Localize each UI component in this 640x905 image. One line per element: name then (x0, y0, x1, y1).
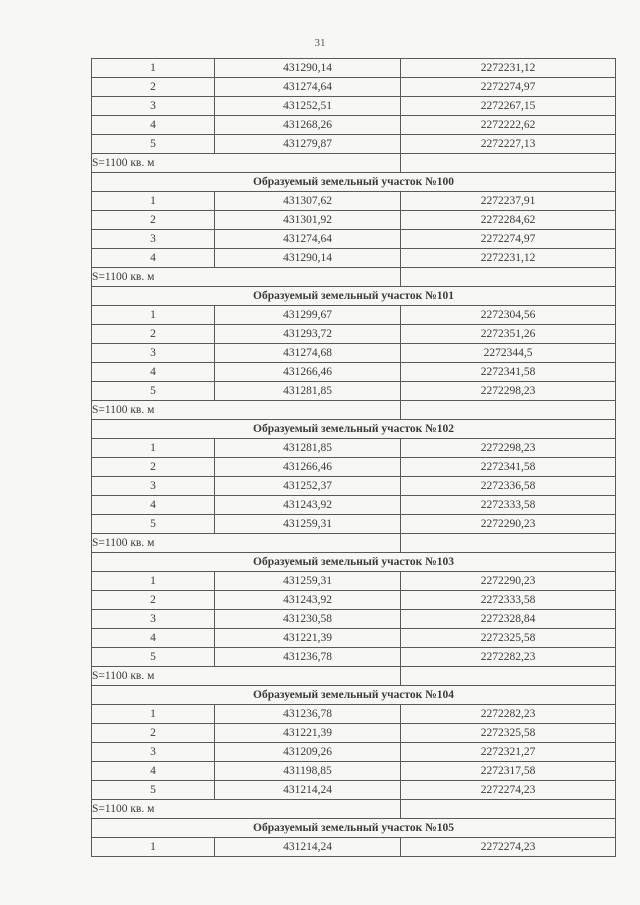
area-cell: S=1100 кв. м (92, 268, 401, 287)
point-row (92, 363, 616, 382)
area-cell: S=1100 кв. м (92, 401, 401, 420)
point-row (92, 705, 616, 724)
y-coordinate-cell: 2272321,27 (401, 743, 616, 762)
y-coordinate-cell: 2272325,58 (401, 629, 616, 648)
point-row (92, 249, 616, 268)
y-coordinate-cell: 2272298,23 (401, 439, 616, 458)
x-coordinate-cell: 431290,14 (215, 249, 401, 268)
y-coordinate-cell: 2272304,56 (401, 306, 616, 325)
point-number-cell: 4 (92, 762, 215, 781)
x-coordinate-cell: 431198,85 (215, 762, 401, 781)
y-coordinate-cell: 2272298,23 (401, 382, 616, 401)
y-coordinate-cell: 2272274,23 (401, 781, 616, 800)
point-number-cell: 2 (92, 211, 215, 230)
y-coordinate-cell: 2272333,58 (401, 496, 616, 515)
empty-cell (401, 667, 616, 686)
y-coordinate-cell: 2272328,84 (401, 610, 616, 629)
y-coordinate-cell: 2272333,58 (401, 591, 616, 610)
point-number-cell: 4 (92, 249, 215, 268)
x-coordinate-cell: 431279,87 (215, 135, 401, 154)
point-row (92, 515, 616, 534)
x-coordinate-cell: 431221,39 (215, 724, 401, 743)
section-header-row (92, 686, 616, 705)
point-number-cell: 1 (92, 439, 215, 458)
point-number-cell: 4 (92, 496, 215, 515)
x-coordinate-cell: 431214,24 (215, 838, 401, 857)
point-row (92, 59, 616, 78)
point-row (92, 135, 616, 154)
point-number-cell: 5 (92, 382, 215, 401)
point-row (92, 648, 616, 667)
empty-cell (401, 401, 616, 420)
point-number-cell: 5 (92, 515, 215, 534)
section-title: Образуемый земельный участок №104 (92, 686, 616, 705)
x-coordinate-cell: 431214,24 (215, 781, 401, 800)
point-number-cell: 3 (92, 230, 215, 249)
x-coordinate-cell: 431301,92 (215, 211, 401, 230)
empty-cell (401, 800, 616, 819)
point-number-cell: 1 (92, 838, 215, 857)
y-coordinate-cell: 2272290,23 (401, 515, 616, 534)
area-row (92, 154, 616, 173)
point-number-cell: 2 (92, 458, 215, 477)
x-coordinate-cell: 431266,46 (215, 363, 401, 382)
area-row (92, 667, 616, 686)
point-number-cell: 5 (92, 648, 215, 667)
y-coordinate-cell: 2272282,23 (401, 648, 616, 667)
section-title: Образуемый земельный участок №100 (92, 173, 616, 192)
section-header-row (92, 819, 616, 838)
point-row (92, 325, 616, 344)
section-header-row (92, 553, 616, 572)
section-header-row (92, 287, 616, 306)
section-title: Образуемый земельный участок №102 (92, 420, 616, 439)
point-number-cell: 2 (92, 325, 215, 344)
point-row (92, 743, 616, 762)
y-coordinate-cell: 2272317,58 (401, 762, 616, 781)
y-coordinate-cell: 2272351,26 (401, 325, 616, 344)
coordinates-table-body (92, 59, 616, 857)
point-row (92, 610, 616, 629)
y-coordinate-cell: 2272231,12 (401, 249, 616, 268)
point-number-cell: 1 (92, 192, 215, 211)
empty-cell (401, 268, 616, 287)
x-coordinate-cell: 431299,67 (215, 306, 401, 325)
x-coordinate-cell: 431252,51 (215, 97, 401, 116)
y-coordinate-cell: 2272282,23 (401, 705, 616, 724)
x-coordinate-cell: 431236,78 (215, 648, 401, 667)
x-coordinate-cell: 431274,64 (215, 78, 401, 97)
point-number-cell: 1 (92, 572, 215, 591)
point-number-cell: 1 (92, 59, 215, 78)
point-row (92, 230, 616, 249)
area-row (92, 401, 616, 420)
point-number-cell: 5 (92, 135, 215, 154)
x-coordinate-cell: 431266,46 (215, 458, 401, 477)
point-row (92, 211, 616, 230)
y-coordinate-cell: 2272325,58 (401, 724, 616, 743)
point-row (92, 78, 616, 97)
y-coordinate-cell: 2272344,5 (401, 344, 616, 363)
point-row (92, 97, 616, 116)
x-coordinate-cell: 431274,64 (215, 230, 401, 249)
point-row (92, 116, 616, 135)
point-row (92, 439, 616, 458)
y-coordinate-cell: 2272231,12 (401, 59, 616, 78)
x-coordinate-cell: 431236,78 (215, 705, 401, 724)
point-number-cell: 3 (92, 610, 215, 629)
y-coordinate-cell: 2272336,58 (401, 477, 616, 496)
point-number-cell: 4 (92, 363, 215, 382)
empty-cell (401, 534, 616, 553)
area-row (92, 534, 616, 553)
x-coordinate-cell: 431259,31 (215, 572, 401, 591)
point-number-cell: 2 (92, 591, 215, 610)
point-number-cell: 2 (92, 724, 215, 743)
area-row (92, 268, 616, 287)
y-coordinate-cell: 2272237,91 (401, 192, 616, 211)
x-coordinate-cell: 431268,26 (215, 116, 401, 135)
point-row (92, 477, 616, 496)
area-row (92, 800, 616, 819)
point-number-cell: 1 (92, 306, 215, 325)
point-row (92, 382, 616, 401)
point-row (92, 192, 616, 211)
point-row (92, 572, 616, 591)
y-coordinate-cell: 2272284,62 (401, 211, 616, 230)
y-coordinate-cell: 2272274,23 (401, 838, 616, 857)
point-number-cell: 4 (92, 116, 215, 135)
y-coordinate-cell: 2272290,23 (401, 572, 616, 591)
x-coordinate-cell: 431307,62 (215, 192, 401, 211)
point-row (92, 496, 616, 515)
point-number-cell: 2 (92, 78, 215, 97)
point-row (92, 762, 616, 781)
section-title: Образуемый земельный участок №103 (92, 553, 616, 572)
point-row (92, 838, 616, 857)
x-coordinate-cell: 431243,92 (215, 496, 401, 515)
x-coordinate-cell: 431281,85 (215, 439, 401, 458)
page-number: 31 (314, 37, 326, 49)
x-coordinate-cell: 431209,26 (215, 743, 401, 762)
x-coordinate-cell: 431293,72 (215, 325, 401, 344)
area-cell: S=1100 кв. м (92, 154, 401, 173)
coordinates-table (91, 58, 616, 857)
area-cell: S=1100 кв. м (92, 534, 401, 553)
point-number-cell: 3 (92, 344, 215, 363)
x-coordinate-cell: 431252,37 (215, 477, 401, 496)
x-coordinate-cell: 431221,39 (215, 629, 401, 648)
point-number-cell: 3 (92, 743, 215, 762)
section-header-row (92, 173, 616, 192)
point-row (92, 458, 616, 477)
x-coordinate-cell: 431243,92 (215, 591, 401, 610)
y-coordinate-cell: 2272341,58 (401, 458, 616, 477)
y-coordinate-cell: 2272267,15 (401, 97, 616, 116)
y-coordinate-cell: 2272222,62 (401, 116, 616, 135)
point-number-cell: 5 (92, 781, 215, 800)
section-title: Образуемый земельный участок №101 (92, 287, 616, 306)
x-coordinate-cell: 431274,68 (215, 344, 401, 363)
point-row (92, 306, 616, 325)
y-coordinate-cell: 2272227,13 (401, 135, 616, 154)
x-coordinate-cell: 431281,85 (215, 382, 401, 401)
point-row (92, 724, 616, 743)
point-row (92, 629, 616, 648)
empty-cell (401, 154, 616, 173)
point-number-cell: 3 (92, 97, 215, 116)
x-coordinate-cell: 431230,58 (215, 610, 401, 629)
point-number-cell: 3 (92, 477, 215, 496)
y-coordinate-cell: 2272341,58 (401, 363, 616, 382)
point-row (92, 344, 616, 363)
area-cell: S=1100 кв. м (92, 667, 401, 686)
area-cell: S=1100 кв. м (92, 800, 401, 819)
point-row (92, 591, 616, 610)
y-coordinate-cell: 2272274,97 (401, 230, 616, 249)
x-coordinate-cell: 431259,31 (215, 515, 401, 534)
point-number-cell: 4 (92, 629, 215, 648)
y-coordinate-cell: 2272274,97 (401, 78, 616, 97)
x-coordinate-cell: 431290,14 (215, 59, 401, 78)
section-header-row (92, 420, 616, 439)
point-number-cell: 1 (92, 705, 215, 724)
section-title: Образуемый земельный участок №105 (92, 819, 616, 838)
point-row (92, 781, 616, 800)
